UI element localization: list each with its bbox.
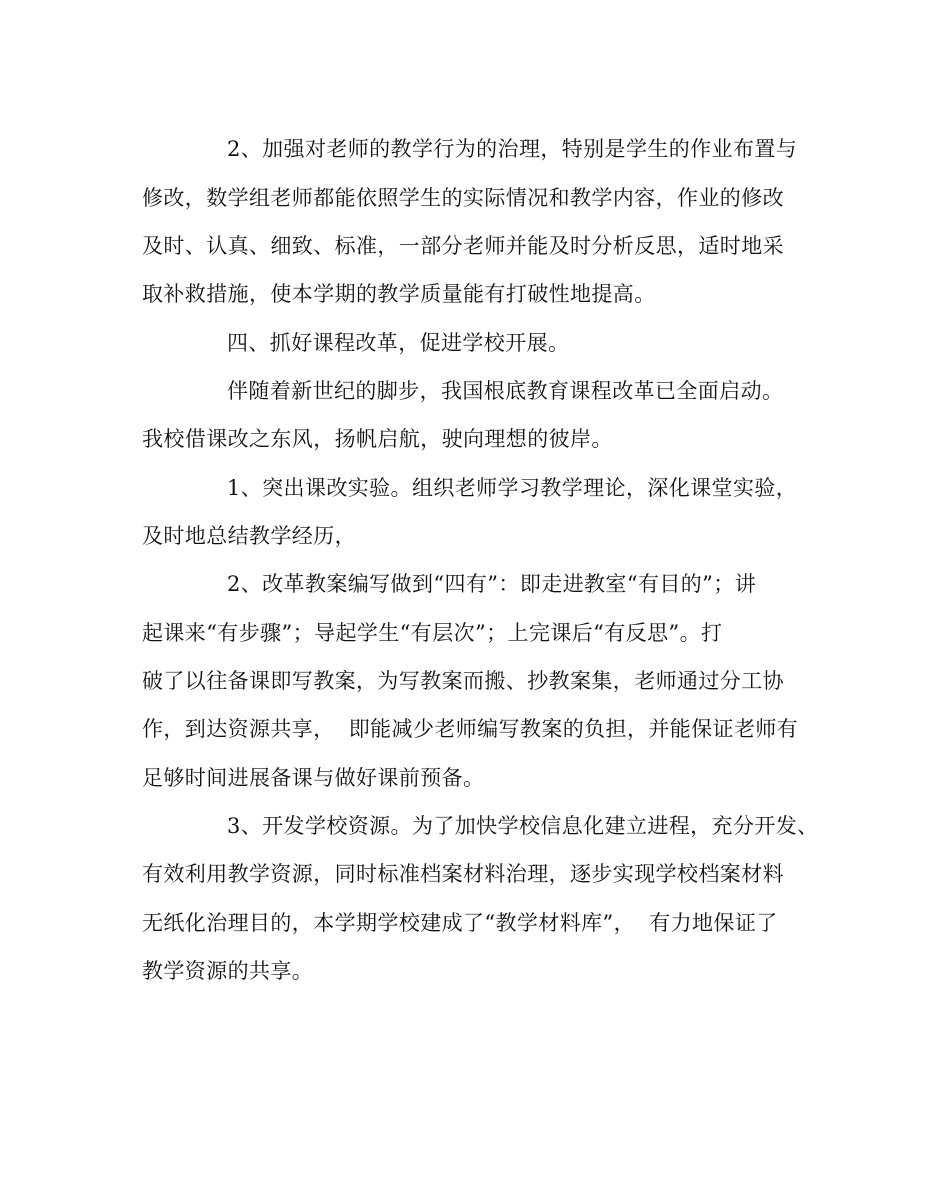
paragraph-line: 3、开发学校资源。为了加快学校信息化建立进程，充分开发、	[227, 814, 819, 838]
paragraph-line: 伴随着新世纪的脚步，我国根底教育课程改革已全面启动。	[227, 379, 784, 403]
paragraph-line: 有效利用教学资源，同时标准档案材料治理，逐步实现学校档案材料	[142, 862, 784, 886]
paragraph-line: 我校借课改之东风，扬帆启航，驶向理想的彼岸。	[142, 427, 613, 451]
paragraph-line: 取补救措施，使本学期的教学质量能有打破性地提高。	[142, 282, 656, 306]
paragraph-line: 无纸化治理目的，本学期学校建成了“教学材料库”， 有力地保证了	[142, 911, 778, 935]
paragraph-line: 作，到达资源共享， 即能减少老师编写教案的负担，并能保证老师有	[142, 717, 799, 741]
paragraph-line: 2、加强对老师的教学行为的治理，特别是学生的作业布置与	[227, 137, 798, 161]
paragraph-line: 破了以往备课即写教案，为写教案而搬、抄教案集，老师通过分工协	[142, 669, 784, 693]
paragraph-line: 及时地总结教学经历，	[142, 524, 356, 548]
paragraph-line: 及时、认真、细致、标准，一部分老师并能及时分析反思，适时地采	[142, 234, 784, 258]
paragraph-line: 教学资源的共享。	[142, 959, 314, 983]
section-heading: 四、抓好课程改革，促进学校开展。	[227, 331, 570, 355]
paragraph-line: 起课来“有步骤”；导起学生“有层次”；上完课后“有反思”。打	[142, 621, 723, 645]
paragraph-line: 1、突出课改实验。组织老师学习教学理论，深化课堂实验，	[227, 476, 798, 500]
paragraph-line: 2、改革教案编写做到“四有”：即走进教室“有目的”；讲	[227, 572, 757, 596]
paragraph-line: 足够时间进展备课与做好课前预备。	[142, 766, 485, 790]
paragraph-line: 修改，数学组老师都能依照学生的实际情况和教学内容，作业的修改	[142, 186, 784, 210]
